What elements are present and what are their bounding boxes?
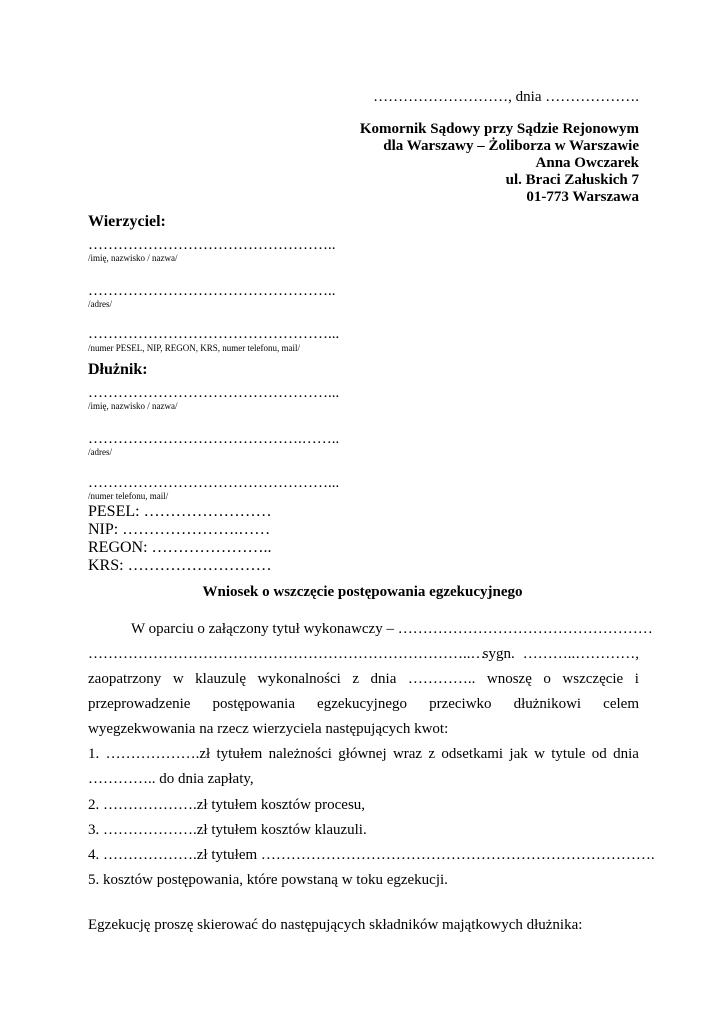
word: ………….. [407,671,476,687]
addressee-line-3: Anna Owczarek [535,155,639,171]
debtor-heading: Dłużnik: [88,361,148,378]
word: postępowania [212,696,295,712]
word: wszczęcie [562,671,624,687]
paragraph-line-2-right [483,646,639,663]
word: w [534,746,545,762]
item-1-continuation: ………….. do dnia zapłaty, [88,771,254,787]
debtor-address-caption: /adres/ [88,447,112,457]
debtor-regon: REGON: ………………….. [88,539,272,556]
word: przeprowadzenie [88,696,191,712]
paragraph-line-3 [88,671,639,688]
creditor-heading: Wierzyciel: [88,213,166,230]
word: i [634,671,639,687]
word: przeciwko [429,696,492,712]
item-3: 3. ……………….zł tytułem kosztów klauzuli. [88,822,367,838]
word: głównej [338,746,387,762]
word: dłużnikowi [513,696,582,712]
word: zaopatrzony [88,671,162,687]
word: wykonalności [257,671,341,687]
item-5: 5. kosztów postępowania, które powstaną w toku egzekucji. [88,872,448,888]
creditor-ids-caption: /numer PESEL, NIP, REGON, KRS, numer telefonu, mail/ [88,343,300,353]
addressee-line-2: dla Warszawy – Żoliborza w Warszawie [383,138,639,154]
word: wraz [392,746,423,762]
debtor-name-caption: /imię, nazwisko / nazwa/ [88,401,178,411]
creditor-name-caption: /imię, nazwisko / nazwa/ [88,253,178,263]
debtor-krs: KRS: ……………………… [88,557,272,574]
word: w [172,671,184,687]
word: egzekucyjnego [317,696,408,712]
word: dnia [613,746,639,762]
addressee-line-1: Komornik Sądowy przy Sądzie Rejonowym [359,121,639,137]
word: tytułem [216,746,263,762]
debtor-contact-caption: /numer telefonu, mail/ [88,491,169,501]
paragraph-line-2-left: …………………………………………………………………..… [88,646,486,662]
signature-dots: ………..…………, [522,646,639,662]
creditor-ids-line: …………………………………………... [88,326,340,342]
word: o [543,671,551,687]
item-2: 2. ……………….zł tytułem kosztów procesu, [88,797,366,813]
word: odsetkami [441,746,504,762]
signature-label: sygn. [482,646,515,662]
debtor-address-line: …………………………………….…….. [88,431,340,447]
word: dnia [370,671,397,687]
word: jak [509,746,528,762]
word: od [591,746,607,762]
paragraph-line-4 [88,696,639,713]
word: 1. [88,746,100,762]
word: z [428,746,436,762]
word: ……………….zł [105,746,211,762]
addressee-line-5: 01-773 Warszawa [526,189,639,205]
creditor-address-line: ………………………………………….. [88,283,336,299]
paragraph-line-1: W oparciu o załączony tytuł wykonawczy – …………………………………………… [131,621,653,637]
word: klauzulę [195,671,246,687]
item-1 [88,746,639,763]
paragraph-line-5: wyegzekwowania na rzecz wierzyciela następujących kwot: [88,721,449,737]
word: z [352,671,360,687]
creditor-name-line: ………………………………………….. [88,237,336,253]
creditor-address-caption: /adres/ [88,299,112,309]
debtor-name-line: …………………………………………... [88,385,340,401]
word: wnoszę [486,671,532,687]
addressee-line-4: ul. Braci Załuskich 7 [505,172,639,188]
debtor-contact-line: …………………………………………... [88,475,340,491]
word: tytule [551,746,586,762]
debtor-pesel: PESEL: …………………… [88,503,272,520]
closing-line: Egzekucję proszę skierować do następujących składników majątkowych dłużnika: [88,917,583,933]
word: celem [603,696,639,712]
date-line: ………………………, dnia ………………. [373,89,639,105]
item-4: 4. ……………….zł tytułem ……………………………………………………………………. [88,847,655,863]
debtor-nip: NIP: ………………….…… [88,521,271,538]
word: należności [268,746,332,762]
document-title: Wniosek o wszczęcie postępowania egzekucyjnego [202,584,523,600]
